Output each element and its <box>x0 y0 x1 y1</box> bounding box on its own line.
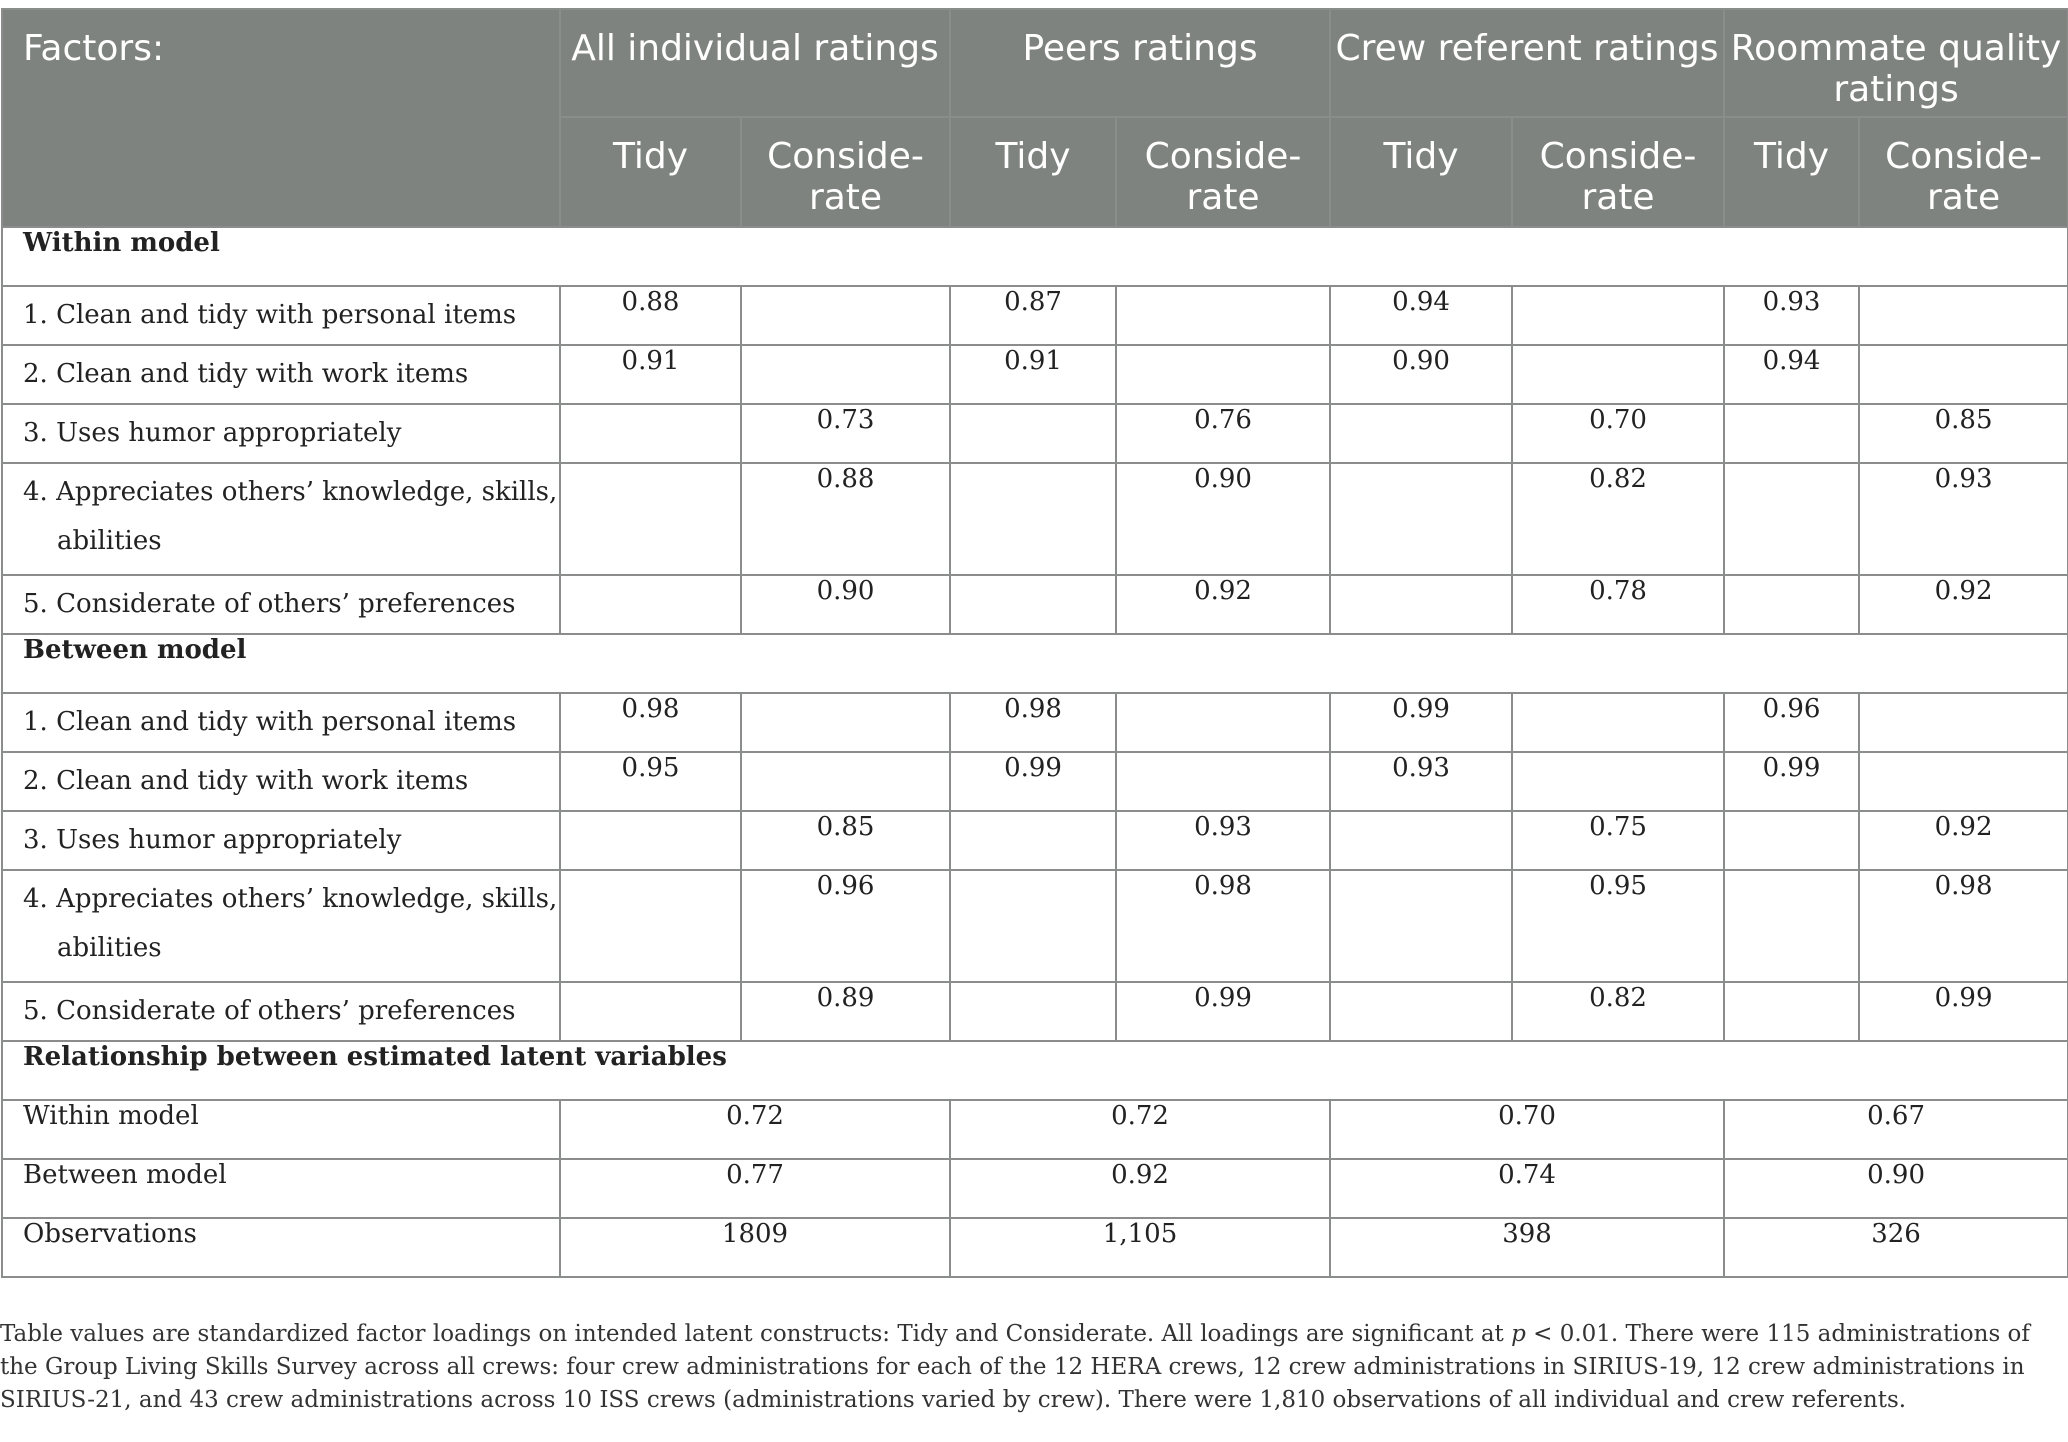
cell: 0.98 <box>1859 870 2068 982</box>
cell: 0.70 <box>1330 1100 1724 1159</box>
cell: 0.91 <box>950 345 1116 404</box>
factor-loadings-table <box>1 8 2068 1278</box>
cell: 0.88 <box>741 463 950 575</box>
cell: 0.93 <box>1330 752 1512 811</box>
cell <box>741 345 950 404</box>
section-relationship: Relationship between estimated latent variables <box>2 1041 2068 1100</box>
row-label: Within model <box>2 1100 560 1159</box>
cell: 0.72 <box>560 1100 950 1159</box>
cell: 0.95 <box>1512 870 1724 982</box>
cell: 0.98 <box>950 693 1116 752</box>
row-label: Between model <box>2 1159 560 1218</box>
cell <box>950 575 1116 634</box>
cell <box>950 870 1116 982</box>
cell <box>1724 982 1859 1041</box>
cell: 0.99 <box>1330 693 1512 752</box>
table-row <box>2 404 2068 463</box>
cell: 0.76 <box>1116 404 1330 463</box>
cell <box>560 982 741 1041</box>
cell: 0.88 <box>560 286 741 345</box>
cell: 0.87 <box>950 286 1116 345</box>
table-row <box>2 463 2068 575</box>
group-header-all-individual: All individual ratings <box>560 9 950 117</box>
row-label: 1. Clean and tidy with personal items <box>2 286 560 345</box>
cell <box>560 870 741 982</box>
cell: 0.78 <box>1512 575 1724 634</box>
cell <box>560 575 741 634</box>
cell: 0.89 <box>741 982 950 1041</box>
cell: 0.93 <box>1116 811 1330 870</box>
row-label: 1. Clean and tidy with personal items <box>2 693 560 752</box>
cell <box>950 811 1116 870</box>
group-header-crew-referent: Crew referent ratings <box>1330 9 1724 117</box>
cell: 0.82 <box>1512 463 1724 575</box>
cell <box>1116 752 1330 811</box>
cell: 0.77 <box>560 1159 950 1218</box>
cell <box>1724 811 1859 870</box>
row-label: 5. Considerate of others’ preferences <box>2 982 560 1041</box>
cell: 0.99 <box>1724 752 1859 811</box>
cell: 0.85 <box>741 811 950 870</box>
group-header-roommate-quality: Roommate quality ratings <box>1724 9 2068 117</box>
cell: 0.96 <box>1724 693 1859 752</box>
cell <box>741 752 950 811</box>
cell: 0.73 <box>741 404 950 463</box>
table-row <box>2 693 2068 752</box>
factors-header: Factors: <box>2 9 560 227</box>
cell: 0.93 <box>1859 463 2068 575</box>
row-label: Observations <box>2 1218 560 1277</box>
cell: 0.72 <box>950 1100 1330 1159</box>
cell <box>1512 752 1724 811</box>
footnote-p: p <box>1511 1321 1526 1347</box>
table-container <box>0 8 2068 1278</box>
cell <box>560 463 741 575</box>
cell: 1809 <box>560 1218 950 1277</box>
section-between-model: Between model <box>2 634 2068 693</box>
subheader-considerate: Conside-rate <box>1512 117 1724 227</box>
subheader-tidy: Tidy <box>1724 117 1859 227</box>
cell <box>950 982 1116 1041</box>
cell <box>950 463 1116 575</box>
cell <box>1859 345 2068 404</box>
cell <box>1512 345 1724 404</box>
table-row <box>2 1159 2068 1218</box>
cell: 0.90 <box>1330 345 1512 404</box>
cell <box>560 811 741 870</box>
table-row <box>2 575 2068 634</box>
footnote-text: Table values are standardized factor loadings on intended latent constructs: Tidy and Considerate. All loadings are significant at <box>0 1321 1512 1347</box>
subheader-considerate: Conside-rate <box>1859 117 2068 227</box>
row-label: 4. Appreciates others’ knowledge, skills, abilities <box>2 463 560 575</box>
subheader-tidy: Tidy <box>950 117 1116 227</box>
cell: 0.90 <box>1116 463 1330 575</box>
cell <box>1330 811 1512 870</box>
section-within-model: Within model <box>2 227 2068 286</box>
cell <box>741 286 950 345</box>
cell: 0.92 <box>1859 575 2068 634</box>
table-row <box>2 1218 2068 1277</box>
cell: 0.93 <box>1724 286 1859 345</box>
row-label: 3. Uses humor appropriately <box>2 811 560 870</box>
cell: 0.92 <box>950 1159 1330 1218</box>
subheader-considerate: Conside-rate <box>741 117 950 227</box>
cell <box>1330 404 1512 463</box>
row-label: 2. Clean and tidy with work items <box>2 752 560 811</box>
cell <box>1724 463 1859 575</box>
row-label: 2. Clean and tidy with work items <box>2 345 560 404</box>
cell <box>1330 982 1512 1041</box>
table-row <box>2 982 2068 1041</box>
subheader-tidy: Tidy <box>560 117 741 227</box>
row-label: 4. Appreciates others’ knowledge, skills, abilities <box>2 870 560 982</box>
cell: 326 <box>1724 1218 2068 1277</box>
cell: 0.75 <box>1512 811 1724 870</box>
cell <box>1512 693 1724 752</box>
cell: 0.99 <box>950 752 1116 811</box>
cell <box>560 404 741 463</box>
table-row <box>2 752 2068 811</box>
table-row <box>2 345 2068 404</box>
table-footnote <box>0 1318 2050 1417</box>
cell: 0.92 <box>1859 811 2068 870</box>
cell: 0.74 <box>1330 1159 1724 1218</box>
cell: 0.92 <box>1116 575 1330 634</box>
cell: 0.96 <box>741 870 950 982</box>
cell <box>1724 404 1859 463</box>
table-row <box>2 1100 2068 1159</box>
cell <box>1859 752 2068 811</box>
row-label: 5. Considerate of others’ preferences <box>2 575 560 634</box>
cell: 0.90 <box>1724 1159 2068 1218</box>
cell <box>1116 286 1330 345</box>
cell: 1,105 <box>950 1218 1330 1277</box>
cell: 398 <box>1330 1218 1724 1277</box>
cell: 0.94 <box>1724 345 1859 404</box>
table-row <box>2 286 2068 345</box>
cell: 0.85 <box>1859 404 2068 463</box>
footnote-text: < 0.01. There were 115 administrations of the Group Living Skills Survey across all crews: four crew administrations for each of the 12 HERA crews, 12 crew administrations in SIRIUS-19, 12 crew administrations in SIRIUS-21, and 43 crew administrations across 10 ISS crews (administrations varied by crew). There were 1,810 observations of all individual and crew referents. <box>0 1321 2030 1413</box>
cell: 0.94 <box>1330 286 1512 345</box>
cell <box>950 404 1116 463</box>
cell <box>1116 693 1330 752</box>
cell <box>1512 286 1724 345</box>
table-row <box>2 870 2068 982</box>
subheader-tidy: Tidy <box>1330 117 1512 227</box>
table-row <box>2 811 2068 870</box>
cell: 0.98 <box>1116 870 1330 982</box>
row-label: 3. Uses humor appropriately <box>2 404 560 463</box>
cell: 0.70 <box>1512 404 1724 463</box>
cell <box>1724 870 1859 982</box>
group-header-peers: Peers ratings <box>950 9 1330 117</box>
cell: 0.99 <box>1859 982 2068 1041</box>
cell <box>1116 345 1330 404</box>
subheader-considerate: Conside-rate <box>1116 117 1330 227</box>
cell: 0.95 <box>560 752 741 811</box>
cell: 0.82 <box>1512 982 1724 1041</box>
cell <box>1859 693 2068 752</box>
cell <box>1724 575 1859 634</box>
cell <box>741 693 950 752</box>
cell <box>1859 286 2068 345</box>
cell: 0.67 <box>1724 1100 2068 1159</box>
cell: 0.91 <box>560 345 741 404</box>
cell <box>1330 870 1512 982</box>
cell: 0.98 <box>560 693 741 752</box>
cell <box>1330 463 1512 575</box>
cell: 0.99 <box>1116 982 1330 1041</box>
cell: 0.90 <box>741 575 950 634</box>
cell <box>1330 575 1512 634</box>
